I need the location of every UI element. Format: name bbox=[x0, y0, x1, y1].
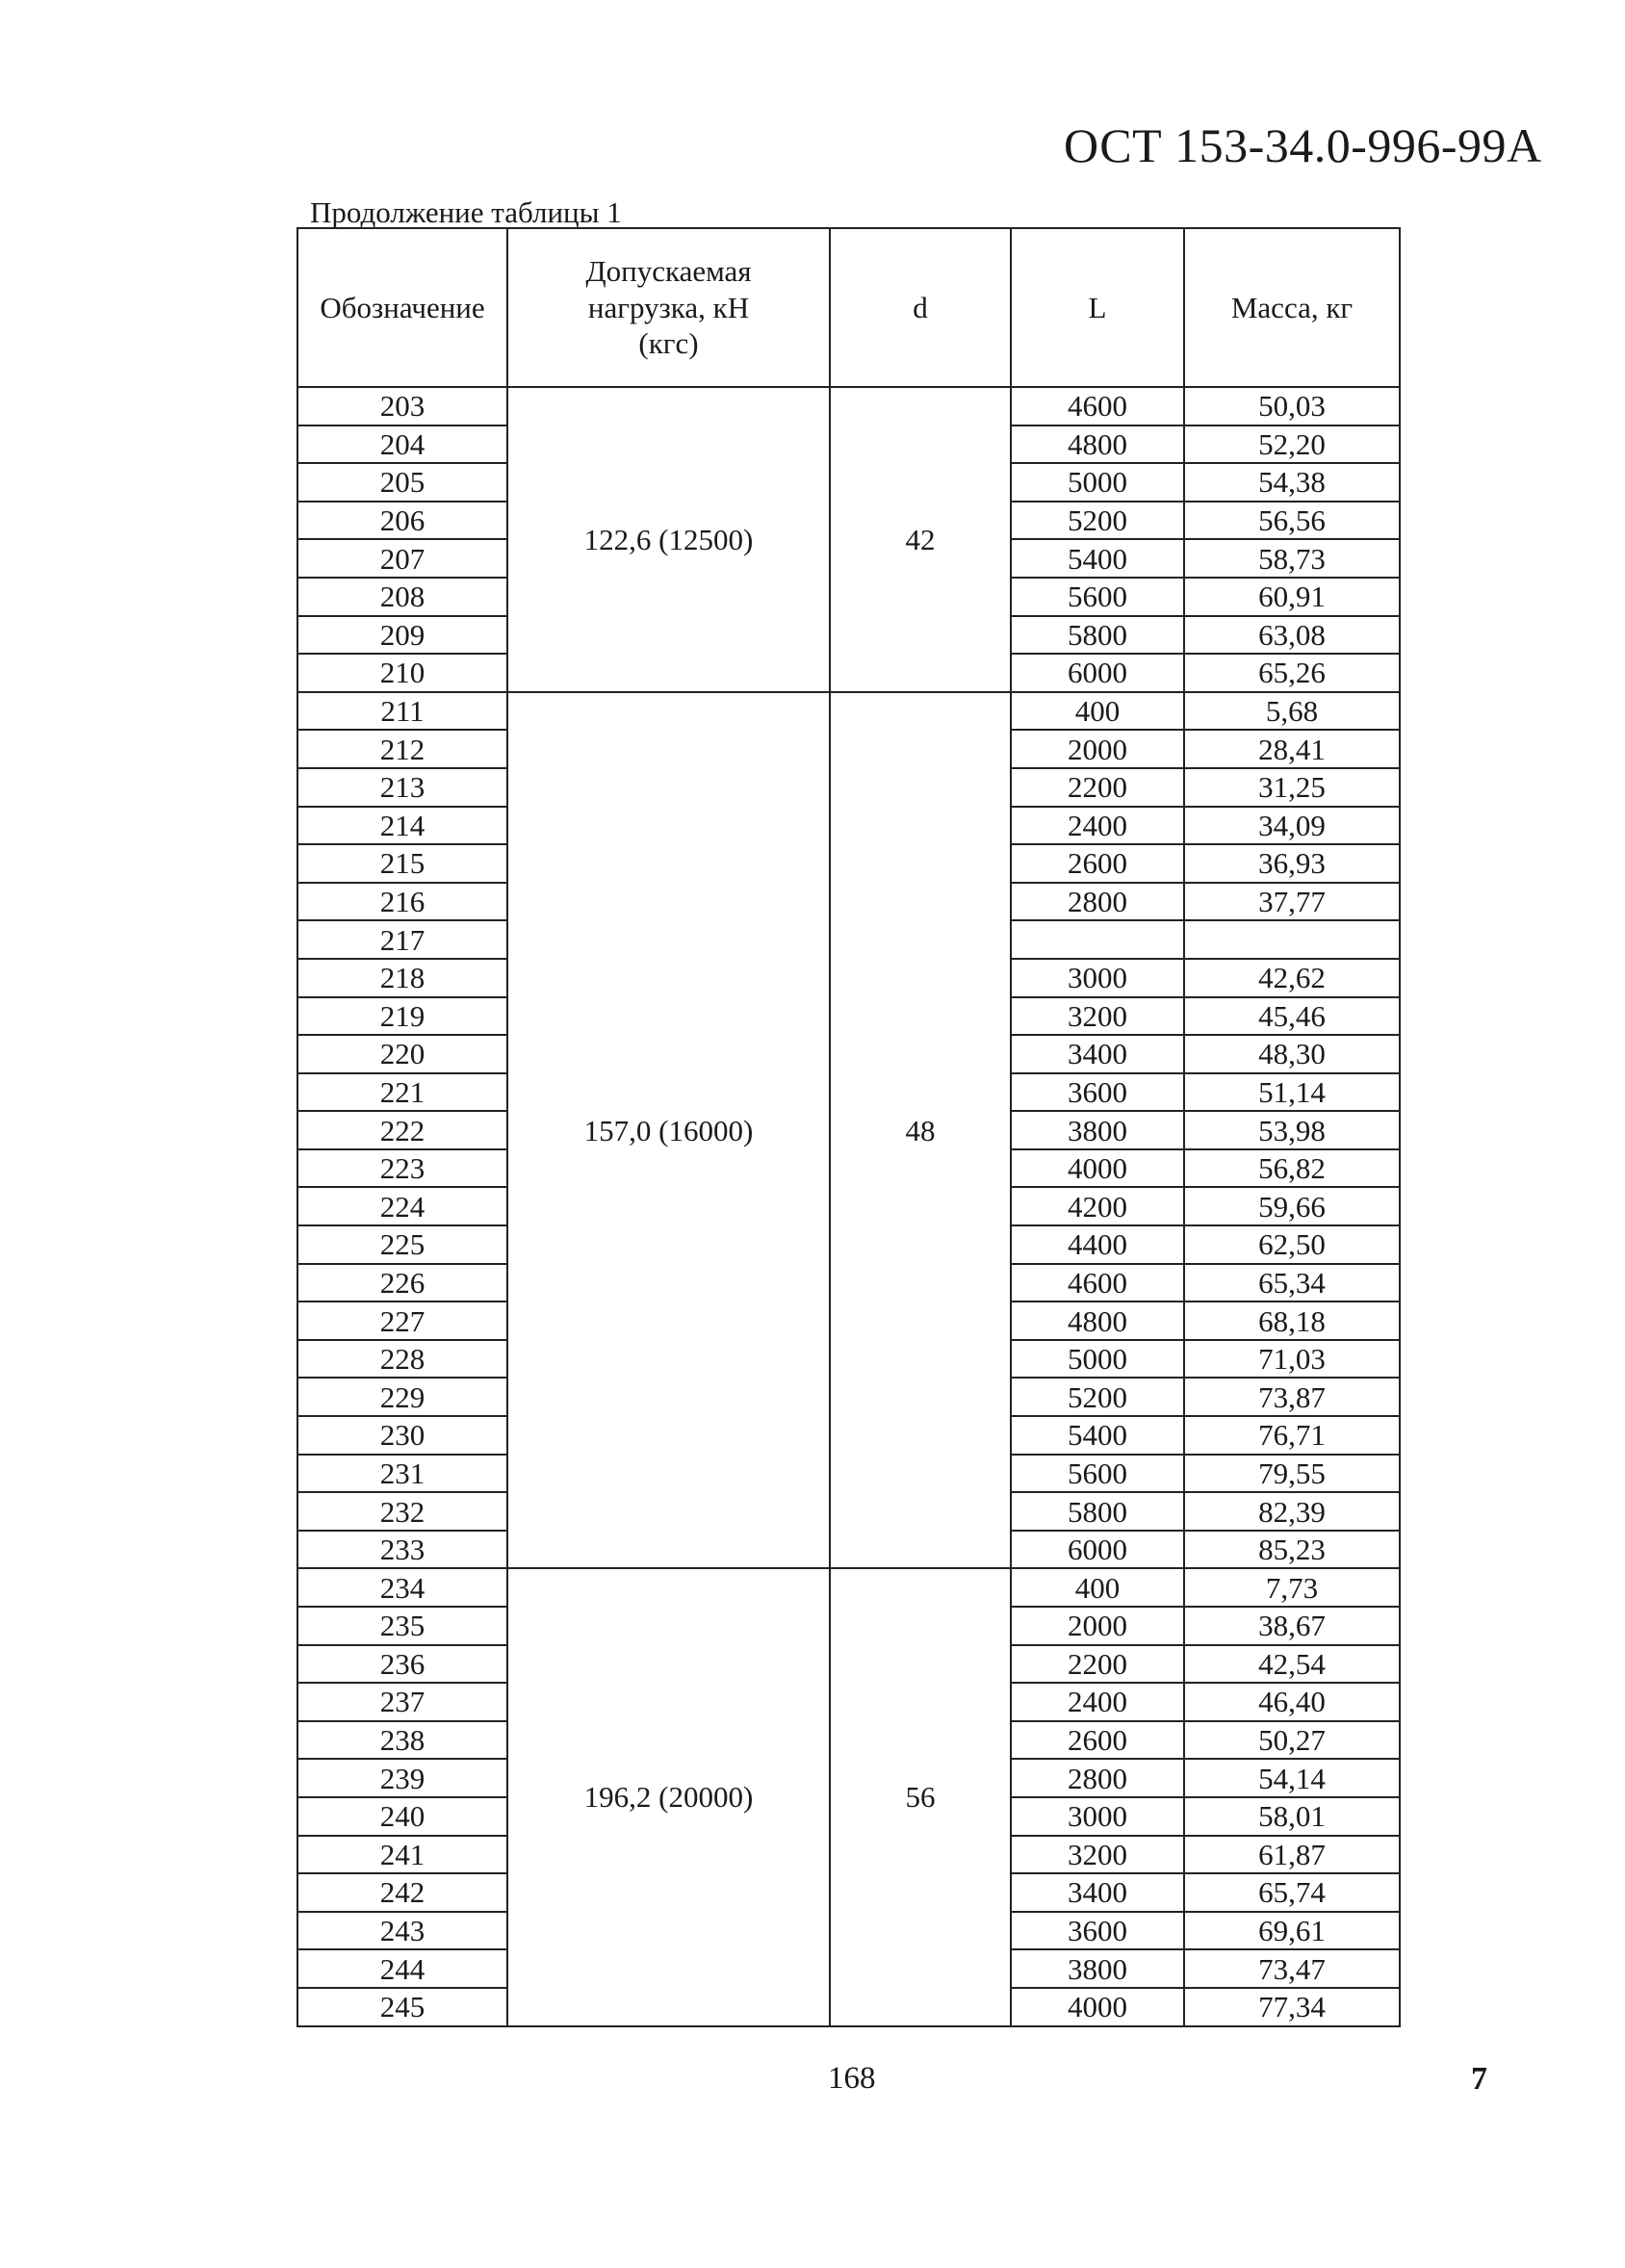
length-cell: 5000 bbox=[1011, 463, 1184, 502]
length-cell: 4800 bbox=[1011, 1302, 1184, 1340]
length-cell: 2600 bbox=[1011, 844, 1184, 883]
mass-cell: 42,62 bbox=[1184, 959, 1400, 997]
mass-cell: 73,47 bbox=[1184, 1949, 1400, 1988]
designation-cell: 240 bbox=[297, 1797, 507, 1836]
column-header-d: d bbox=[830, 228, 1011, 387]
column-header-mass: Масса, кг bbox=[1184, 228, 1400, 387]
column-header-l: L bbox=[1011, 228, 1184, 387]
mass-cell: 56,56 bbox=[1184, 502, 1400, 540]
designation-cell: 227 bbox=[297, 1302, 507, 1340]
mass-cell: 37,77 bbox=[1184, 883, 1400, 921]
designation-cell: 232 bbox=[297, 1492, 507, 1531]
mass-cell: 76,71 bbox=[1184, 1416, 1400, 1455]
mass-cell: 82,39 bbox=[1184, 1492, 1400, 1531]
length-cell: 5400 bbox=[1011, 1416, 1184, 1455]
designation-cell: 238 bbox=[297, 1721, 507, 1760]
table-row bbox=[297, 387, 1400, 425]
designation-cell: 237 bbox=[297, 1683, 507, 1721]
designation-cell: 225 bbox=[297, 1225, 507, 1264]
mass-cell: 85,23 bbox=[1184, 1531, 1400, 1569]
mass-cell: 60,91 bbox=[1184, 578, 1400, 616]
mass-cell: 50,03 bbox=[1184, 387, 1400, 425]
length-cell: 3800 bbox=[1011, 1949, 1184, 1988]
designation-cell: 241 bbox=[297, 1836, 507, 1874]
designation-cell: 208 bbox=[297, 578, 507, 616]
page-number: 168 bbox=[828, 2061, 876, 2096]
mass-cell: 38,67 bbox=[1184, 1607, 1400, 1645]
designation-cell: 243 bbox=[297, 1912, 507, 1950]
designation-cell: 213 bbox=[297, 768, 507, 807]
length-cell: 5200 bbox=[1011, 502, 1184, 540]
mass-cell: 48,30 bbox=[1184, 1035, 1400, 1073]
mass-cell: 51,14 bbox=[1184, 1073, 1400, 1112]
mass-cell: 59,66 bbox=[1184, 1187, 1400, 1225]
length-cell: 5800 bbox=[1011, 616, 1184, 655]
mass-cell: 54,38 bbox=[1184, 463, 1400, 502]
designation-cell: 217 bbox=[297, 920, 507, 959]
length-cell: 4600 bbox=[1011, 1264, 1184, 1302]
length-cell: 3200 bbox=[1011, 997, 1184, 1036]
mass-cell: 58,73 bbox=[1184, 539, 1400, 578]
length-cell: 3600 bbox=[1011, 1073, 1184, 1112]
header-row bbox=[297, 228, 1400, 387]
length-cell: 5800 bbox=[1011, 1492, 1184, 1531]
column-header-designation: Обозначение bbox=[297, 228, 507, 387]
designation-cell: 224 bbox=[297, 1187, 507, 1225]
length-cell: 2800 bbox=[1011, 1759, 1184, 1797]
mass-cell: 63,08 bbox=[1184, 616, 1400, 655]
mass-cell: 65,74 bbox=[1184, 1873, 1400, 1912]
mass-cell: 56,82 bbox=[1184, 1149, 1400, 1188]
designation-cell: 214 bbox=[297, 807, 507, 845]
mass-cell: 7,73 bbox=[1184, 1568, 1400, 1607]
designation-cell: 204 bbox=[297, 425, 507, 464]
designation-cell: 223 bbox=[297, 1149, 507, 1188]
length-cell: 3200 bbox=[1011, 1836, 1184, 1874]
length-cell: 5600 bbox=[1011, 578, 1184, 616]
mass-cell: 71,03 bbox=[1184, 1340, 1400, 1379]
length-cell: 2600 bbox=[1011, 1721, 1184, 1760]
length-cell: 3400 bbox=[1011, 1035, 1184, 1073]
designation-cell: 234 bbox=[297, 1568, 507, 1607]
mass-cell: 61,87 bbox=[1184, 1836, 1400, 1874]
designation-cell: 209 bbox=[297, 616, 507, 655]
designation-cell: 235 bbox=[297, 1607, 507, 1645]
length-cell: 3000 bbox=[1011, 959, 1184, 997]
designation-cell: 226 bbox=[297, 1264, 507, 1302]
designation-cell: 236 bbox=[297, 1645, 507, 1684]
designation-cell: 206 bbox=[297, 502, 507, 540]
load-cell: 157,0 (16000) bbox=[507, 692, 830, 1569]
mass-cell: 79,55 bbox=[1184, 1455, 1400, 1493]
length-cell: 4600 bbox=[1011, 387, 1184, 425]
length-cell: 4400 bbox=[1011, 1225, 1184, 1264]
length-cell: 400 bbox=[1011, 1568, 1184, 1607]
mass-cell bbox=[1184, 920, 1400, 959]
diameter-cell: 42 bbox=[830, 387, 1011, 692]
designation-cell: 233 bbox=[297, 1531, 507, 1569]
designation-cell: 219 bbox=[297, 997, 507, 1036]
length-cell: 3600 bbox=[1011, 1912, 1184, 1950]
table-caption: Продолжение таблицы 1 bbox=[310, 195, 622, 229]
designation-cell: 212 bbox=[297, 730, 507, 768]
mass-cell: 31,25 bbox=[1184, 768, 1400, 807]
designation-cell: 239 bbox=[297, 1759, 507, 1797]
designation-cell: 203 bbox=[297, 387, 507, 425]
designation-cell: 218 bbox=[297, 959, 507, 997]
designation-cell: 222 bbox=[297, 1111, 507, 1149]
mass-cell: 36,93 bbox=[1184, 844, 1400, 883]
designation-cell: 210 bbox=[297, 654, 507, 692]
mass-cell: 58,01 bbox=[1184, 1797, 1400, 1836]
length-cell: 2000 bbox=[1011, 730, 1184, 768]
designation-cell: 215 bbox=[297, 844, 507, 883]
mass-cell: 73,87 bbox=[1184, 1378, 1400, 1416]
length-cell: 400 bbox=[1011, 692, 1184, 731]
mass-cell: 52,20 bbox=[1184, 425, 1400, 464]
mass-cell: 50,27 bbox=[1184, 1721, 1400, 1760]
mass-cell: 28,41 bbox=[1184, 730, 1400, 768]
column-header-load: Допускаемая нагрузка, кН (кгс) bbox=[507, 228, 830, 387]
designation-cell: 242 bbox=[297, 1873, 507, 1912]
length-cell: 3000 bbox=[1011, 1797, 1184, 1836]
sheet-number: 7 bbox=[1471, 2061, 1487, 2097]
length-cell: 4200 bbox=[1011, 1187, 1184, 1225]
diameter-cell: 56 bbox=[830, 1568, 1011, 2025]
length-cell: 2000 bbox=[1011, 1607, 1184, 1645]
designation-cell: 221 bbox=[297, 1073, 507, 1112]
length-cell: 6000 bbox=[1011, 654, 1184, 692]
length-cell: 3800 bbox=[1011, 1111, 1184, 1149]
mass-cell: 62,50 bbox=[1184, 1225, 1400, 1264]
mass-cell: 34,09 bbox=[1184, 807, 1400, 845]
designation-cell: 216 bbox=[297, 883, 507, 921]
mass-cell: 77,34 bbox=[1184, 1988, 1400, 2026]
designation-cell: 228 bbox=[297, 1340, 507, 1379]
mass-cell: 65,34 bbox=[1184, 1264, 1400, 1302]
diameter-cell: 48 bbox=[830, 692, 1011, 1569]
designation-cell: 205 bbox=[297, 463, 507, 502]
table-row bbox=[297, 1568, 1400, 1607]
length-cell: 2400 bbox=[1011, 1683, 1184, 1721]
mass-cell: 5,68 bbox=[1184, 692, 1400, 731]
load-cell: 122,6 (12500) bbox=[507, 387, 830, 692]
load-cell: 196,2 (20000) bbox=[507, 1568, 830, 2025]
designation-cell: 207 bbox=[297, 539, 507, 578]
designation-cell: 244 bbox=[297, 1949, 507, 1988]
mass-cell: 65,26 bbox=[1184, 654, 1400, 692]
mass-cell: 68,18 bbox=[1184, 1302, 1400, 1340]
mass-cell: 42,54 bbox=[1184, 1645, 1400, 1684]
document-code: ОСТ 153-34.0-996-99А bbox=[1064, 118, 1542, 172]
length-cell: 4000 bbox=[1011, 1149, 1184, 1188]
length-cell: 4800 bbox=[1011, 425, 1184, 464]
length-cell: 2400 bbox=[1011, 807, 1184, 845]
designation-cell: 229 bbox=[297, 1378, 507, 1416]
length-cell: 2200 bbox=[1011, 1645, 1184, 1684]
length-cell: 2200 bbox=[1011, 768, 1184, 807]
designation-cell: 230 bbox=[297, 1416, 507, 1455]
length-cell: 5200 bbox=[1011, 1378, 1184, 1416]
designation-cell: 245 bbox=[297, 1988, 507, 2026]
length-cell bbox=[1011, 920, 1184, 959]
length-cell: 5600 bbox=[1011, 1455, 1184, 1493]
length-cell: 2800 bbox=[1011, 883, 1184, 921]
table-body bbox=[297, 387, 1400, 2026]
table-row bbox=[297, 692, 1400, 731]
designation-cell: 211 bbox=[297, 692, 507, 731]
designation-cell: 231 bbox=[297, 1455, 507, 1493]
mass-cell: 46,40 bbox=[1184, 1683, 1400, 1721]
designation-cell: 220 bbox=[297, 1035, 507, 1073]
length-cell: 6000 bbox=[1011, 1531, 1184, 1569]
mass-cell: 54,14 bbox=[1184, 1759, 1400, 1797]
mass-cell: 53,98 bbox=[1184, 1111, 1400, 1149]
mass-cell: 69,61 bbox=[1184, 1912, 1400, 1950]
specification-table bbox=[297, 227, 1401, 2027]
length-cell: 5000 bbox=[1011, 1340, 1184, 1379]
length-cell: 5400 bbox=[1011, 539, 1184, 578]
length-cell: 3400 bbox=[1011, 1873, 1184, 1912]
length-cell: 4000 bbox=[1011, 1988, 1184, 2026]
mass-cell: 45,46 bbox=[1184, 997, 1400, 1036]
